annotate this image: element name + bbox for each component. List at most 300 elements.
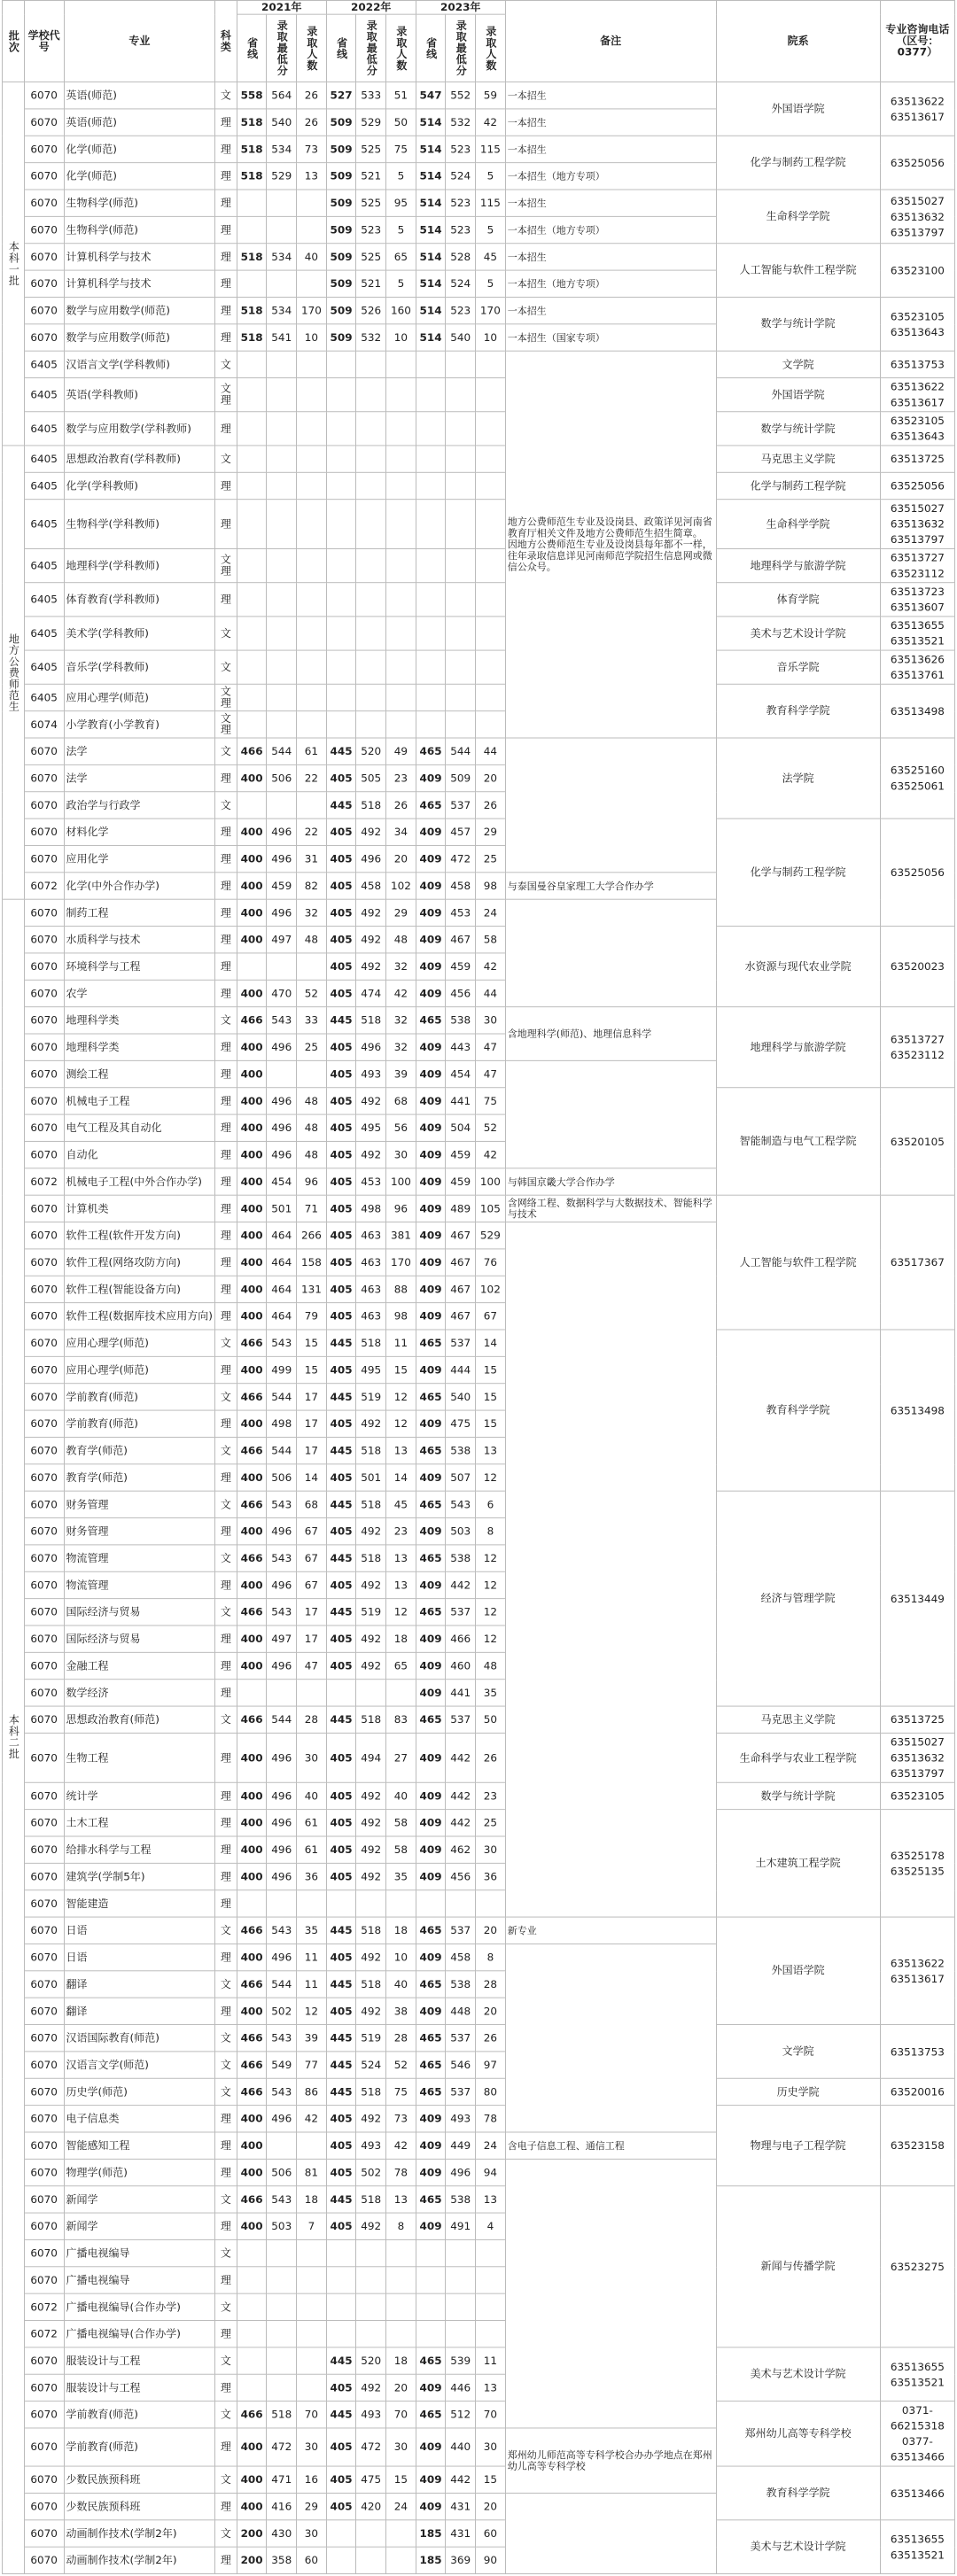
2023-min-score: 442 — [446, 2466, 476, 2493]
2023-min-score: 523 — [446, 190, 476, 216]
table-row — [3, 2520, 955, 2547]
2022-count: 75 — [386, 2078, 416, 2105]
2021-min-score — [267, 548, 297, 582]
remark-cell: 新专业 — [505, 1917, 716, 1944]
2021-min-score — [267, 2374, 297, 2401]
2023-count: 80 — [476, 2078, 506, 2105]
2023-min-score — [446, 548, 476, 582]
2023-min-score: 467 — [446, 1276, 476, 1302]
2023-count: 11 — [476, 2347, 506, 2374]
phone-number: 63523105 — [890, 415, 945, 427]
phone-number: 63513727 — [890, 551, 945, 564]
2021-prov-line — [237, 2374, 267, 2401]
subject-type: 理 — [215, 2493, 237, 2519]
2022-min-score — [356, 2547, 386, 2573]
2023-min-score: 523 — [446, 136, 476, 162]
2022-prov-line: 405 — [326, 1356, 356, 1383]
phone-number: 63513607 — [890, 601, 945, 614]
phone-number: 63513655 — [890, 2533, 945, 2546]
2023-prov-line: 409 — [416, 1810, 446, 1836]
phone-number: 63515027 — [890, 502, 945, 515]
2022-min-score — [356, 2293, 386, 2320]
major-name: 教育学(师范) — [64, 1464, 215, 1491]
remark-cell — [505, 2159, 716, 2428]
2022-count: 49 — [386, 738, 416, 764]
2022-prov-line — [326, 617, 356, 650]
college-name: 郑州幼儿高等专科学校 — [716, 2401, 880, 2466]
2023-prov-line: 465 — [416, 1330, 446, 1356]
school-code: 6070 — [24, 2213, 64, 2239]
2021-count: 48 — [297, 927, 327, 953]
2021-min-score — [267, 711, 297, 738]
phone-cell — [880, 446, 954, 472]
subject-type: 理 — [215, 583, 237, 617]
header-major: 专业 — [64, 0, 215, 81]
2021-count: 82 — [297, 873, 327, 899]
2021-count: 31 — [297, 845, 327, 872]
major-name: 历史学(师范) — [64, 2078, 215, 2105]
2022-prov-line: 445 — [326, 1384, 356, 1410]
school-code: 6070 — [24, 324, 64, 351]
2022-min-score: 492 — [356, 1088, 386, 1114]
school-code: 6072 — [24, 1168, 64, 1195]
major-name: 物理学(师范) — [64, 2159, 215, 2185]
2021-count — [297, 2132, 327, 2159]
2023-min-score: 523 — [446, 297, 476, 323]
table-row — [3, 1917, 955, 1944]
2022-count — [386, 711, 416, 738]
2022-count: 5 — [386, 270, 416, 297]
2021-prov-line — [237, 446, 267, 472]
phone-number: 63523158 — [890, 2139, 945, 2153]
2023-prov-line: 409 — [416, 2374, 446, 2401]
major-name: 化学(师范) — [64, 136, 215, 162]
table-row — [3, 2401, 955, 2428]
remark-cell — [505, 1944, 716, 2132]
2022-count: 38 — [386, 1998, 416, 2024]
2021-count: 14 — [297, 1464, 327, 1491]
subject-type: 理 — [215, 1626, 237, 1652]
2022-count: 20 — [386, 2374, 416, 2401]
2021-prov-line — [237, 617, 267, 650]
2021-prov-line: 400 — [237, 1410, 267, 1437]
2022-prov-line: 509 — [326, 216, 356, 243]
2021-prov-line: 400 — [237, 1998, 267, 2024]
phone-number: 63523105 — [890, 1789, 945, 1803]
major-name: 日语 — [64, 1944, 215, 1970]
2021-prov-line: 466 — [237, 1491, 267, 1517]
major-name: 财务管理 — [64, 1518, 215, 1545]
phone-cell — [880, 927, 954, 1007]
2021-min-score: 534 — [267, 136, 297, 162]
2022-prov-line: 445 — [326, 2347, 356, 2374]
2023-min-score: 459 — [446, 953, 476, 980]
subject-type: 理 — [215, 216, 237, 243]
2022-min-score: 521 — [356, 270, 386, 297]
2021-prov-line: 518 — [237, 244, 267, 270]
school-code: 6405 — [24, 617, 64, 650]
2021-count — [297, 2239, 327, 2266]
subject-type: 文 — [215, 1384, 237, 1410]
2022-min-score — [356, 2267, 386, 2293]
remark-cell: 一本招生 — [505, 109, 716, 136]
2023-min-score: 503 — [446, 1518, 476, 1545]
2022-min-score: 492 — [356, 1571, 386, 1598]
2023-min-score: 538 — [446, 1545, 476, 1571]
2021-count: 61 — [297, 738, 327, 764]
2023-min-score: 537 — [446, 2078, 476, 2105]
2023-prov-line: 409 — [416, 1034, 446, 1060]
major-name: 生物工程 — [64, 1733, 215, 1782]
2021-count — [297, 583, 327, 617]
2023-prov-line: 514 — [416, 216, 446, 243]
major-name: 数学与应用数学(师范) — [64, 297, 215, 323]
phone-cell — [880, 738, 954, 819]
school-code: 6070 — [24, 1464, 64, 1491]
2023-prov-line: 514 — [416, 270, 446, 297]
phone-number: 63513622 — [890, 1957, 945, 1969]
school-code: 6072 — [24, 2293, 64, 2320]
2021-count: 67 — [297, 1518, 327, 1545]
phone-cell — [880, 1917, 954, 2024]
2022-count: 24 — [386, 2493, 416, 2519]
2021-prov-line: 400 — [237, 1195, 267, 1222]
2022-prov-line: 445 — [326, 1545, 356, 1571]
table-row — [3, 1007, 955, 1034]
subject-type: 理 — [215, 1680, 237, 1706]
phone-number: 63513449 — [890, 1592, 945, 1605]
major-name: 数学与应用数学(学科教师) — [64, 412, 215, 446]
2023-prov-line: 409 — [416, 1168, 446, 1195]
major-name: 智能感知工程 — [64, 2132, 215, 2159]
2023-count — [476, 684, 506, 710]
2021-min-score: 544 — [267, 1437, 297, 1463]
2023-min-score: 459 — [446, 1141, 476, 1168]
subject-type: 文 — [215, 738, 237, 764]
2022-min-score: 492 — [356, 927, 386, 953]
2023-prov-line: 409 — [416, 1195, 446, 1222]
2022-prov-line — [326, 684, 356, 710]
2023-prov-line: 409 — [416, 2466, 446, 2493]
phone-cell — [880, 650, 954, 684]
2021-count: 22 — [297, 819, 327, 845]
2023-count: 170 — [476, 297, 506, 323]
2021-min-score — [267, 2321, 297, 2347]
2022-prov-line: 445 — [326, 2186, 356, 2213]
2021-count: 17 — [297, 1599, 327, 1626]
major-name: 生物科学(师范) — [64, 216, 215, 243]
2022-prov-line: 445 — [326, 2025, 356, 2052]
subject-type: 文 — [215, 1330, 237, 1356]
2021-prov-line: 400 — [237, 1518, 267, 1545]
2023-count: 45 — [476, 244, 506, 270]
2022-count — [386, 472, 416, 499]
subject-type: 理 — [215, 1222, 237, 1249]
college-name: 马克思主义学院 — [716, 1706, 880, 1733]
subject-type: 理 — [215, 270, 237, 297]
header-provline: 省线 — [416, 14, 446, 81]
major-name: 应用心理学(师范) — [64, 1330, 215, 1356]
2023-count: 30 — [476, 1007, 506, 1034]
subject-type: 文 — [215, 2401, 237, 2428]
2023-prov-line — [416, 617, 446, 650]
2021-prov-line — [237, 2267, 267, 2293]
2023-count: 4 — [476, 2213, 506, 2239]
major-name: 测绘工程 — [64, 1060, 215, 1087]
2021-prov-line: 400 — [237, 1652, 267, 1679]
subject-type: 理 — [215, 2267, 237, 2293]
2022-min-score: 518 — [356, 2078, 386, 2105]
table-row — [3, 2466, 955, 2493]
2022-count: 68 — [386, 1088, 416, 1114]
subject-type: 理 — [215, 244, 237, 270]
2021-prov-line — [237, 548, 267, 582]
major-name: 软件工程(网络攻防方向) — [64, 1249, 215, 1276]
2022-min-score: 520 — [356, 2347, 386, 2374]
2023-prov-line: 409 — [416, 1863, 446, 1889]
phone-number: 63525178 — [890, 1849, 945, 1862]
2021-count: 33 — [297, 1007, 327, 1034]
2022-count — [386, 2267, 416, 2293]
major-name: 广播电视编导(合作办学) — [64, 2293, 215, 2320]
2023-min-score: 467 — [446, 1249, 476, 1276]
2023-count: 15 — [476, 1410, 506, 1437]
2022-min-score: 502 — [356, 2159, 386, 2185]
2023-prov-line: 409 — [416, 845, 446, 872]
2021-prov-line: 400 — [237, 1088, 267, 1114]
2021-count: 30 — [297, 2428, 327, 2466]
subject-type: 文理 — [215, 548, 237, 582]
school-code: 6070 — [24, 216, 64, 243]
2023-count: 5 — [476, 163, 506, 190]
college-name: 化学与制药工程学院 — [716, 472, 880, 499]
2022-prov-line: 445 — [326, 792, 356, 819]
2023-min-score: 466 — [446, 1626, 476, 1652]
2022-count — [386, 378, 416, 412]
subject-type: 文 — [215, 650, 237, 684]
subject-type: 理 — [215, 1088, 237, 1114]
major-name: 学前教育(师范) — [64, 2428, 215, 2466]
subject-type: 理 — [215, 927, 237, 953]
major-name: 地理科学(学科教师) — [64, 548, 215, 582]
2023-count: 20 — [476, 764, 506, 791]
2022-count — [386, 548, 416, 582]
2021-min-score: 502 — [267, 1998, 297, 2024]
2021-min-score — [267, 216, 297, 243]
table-row — [3, 617, 955, 650]
2023-min-score — [446, 617, 476, 650]
major-name: 物流管理 — [64, 1545, 215, 1571]
school-code: 6070 — [24, 297, 64, 323]
school-code: 6070 — [24, 1114, 64, 1141]
2022-count: 48 — [386, 927, 416, 953]
remark-cell: 一本招生（国家专项） — [505, 324, 716, 351]
school-code: 6070 — [24, 244, 64, 270]
2021-count: 81 — [297, 2159, 327, 2185]
2023-min-score: 431 — [446, 2520, 476, 2547]
2021-prov-line: 466 — [237, 1917, 267, 1944]
phone-cell — [880, 548, 954, 582]
2022-min-score: 525 — [356, 190, 386, 216]
2023-prov-line: 185 — [416, 2520, 446, 2547]
remark-cell: 一本招生（地方专项） — [505, 163, 716, 190]
2022-prov-line: 405 — [326, 1836, 356, 1863]
2023-prov-line: 465 — [416, 1437, 446, 1463]
2021-prov-line — [237, 684, 267, 710]
major-name: 翻译 — [64, 1998, 215, 2024]
2022-min-score: 492 — [356, 1518, 386, 1545]
major-name: 土木工程 — [64, 1810, 215, 1836]
2021-prov-line — [237, 378, 267, 412]
2022-min-score: 498 — [356, 1195, 386, 1222]
2023-prov-line: 409 — [416, 1944, 446, 1970]
2023-min-score: 538 — [446, 2186, 476, 2213]
phone-cell — [880, 190, 954, 244]
2021-min-score: 496 — [267, 2106, 297, 2132]
2023-min-score: 540 — [446, 324, 476, 351]
2021-count: 170 — [297, 297, 327, 323]
2023-prov-line: 409 — [416, 1356, 446, 1383]
subject-type: 理 — [215, 1034, 237, 1060]
phone-cell — [880, 583, 954, 617]
2021-prov-line: 400 — [237, 1626, 267, 1652]
2021-prov-line: 466 — [237, 1971, 267, 1998]
batch-label: 地方公费师范生 — [3, 446, 25, 899]
2023-prov-line: 465 — [416, 1599, 446, 1626]
2023-min-score — [446, 412, 476, 446]
college-name: 法学院 — [716, 738, 880, 819]
2021-min-score — [267, 472, 297, 499]
phone-number: 63513643 — [890, 430, 945, 443]
2021-min-score: 471 — [267, 2466, 297, 2493]
phone-cell — [880, 1195, 954, 1330]
2021-prov-line: 466 — [237, 1437, 267, 1463]
major-name: 服装设计与工程 — [64, 2374, 215, 2401]
2023-min-score: 440 — [446, 2428, 476, 2466]
header-year-2023: 2023年 — [416, 0, 505, 14]
subject-type: 文 — [215, 1971, 237, 1998]
2023-min-score: 507 — [446, 1464, 476, 1491]
2022-count: 15 — [386, 1356, 416, 1383]
2023-prov-line: 409 — [416, 2159, 446, 2185]
2023-prov-line — [416, 2293, 446, 2320]
school-code: 6070 — [24, 163, 64, 190]
2021-prov-line: 400 — [237, 1060, 267, 1087]
2021-min-score: 464 — [267, 1303, 297, 1330]
major-name: 法学 — [64, 764, 215, 791]
school-code: 6070 — [24, 1545, 64, 1571]
2022-min-score — [356, 378, 386, 412]
2021-count: 48 — [297, 1114, 327, 1141]
2022-min-score — [356, 351, 386, 377]
2022-count: 40 — [386, 1782, 416, 1809]
2023-min-score: 538 — [446, 1971, 476, 1998]
2023-count: 58 — [476, 927, 506, 953]
subject-type: 理 — [215, 1733, 237, 1782]
2021-count: 40 — [297, 244, 327, 270]
2023-prov-line: 409 — [416, 873, 446, 899]
school-code: 6070 — [24, 1356, 64, 1383]
2021-count: 11 — [297, 1944, 327, 1970]
2023-prov-line: 514 — [416, 109, 446, 136]
2023-min-score — [446, 500, 476, 549]
2022-count: 95 — [386, 190, 416, 216]
2023-prov-line: 547 — [416, 82, 446, 109]
2023-min-score: 467 — [446, 1222, 476, 1249]
school-code: 6070 — [24, 1410, 64, 1437]
2021-count: 86 — [297, 2078, 327, 2105]
2022-count: 12 — [386, 1384, 416, 1410]
2021-min-score: 544 — [267, 1971, 297, 1998]
2021-min-score — [267, 2293, 297, 2320]
2021-min-score: 506 — [267, 2159, 297, 2185]
2021-count: 70 — [297, 2401, 327, 2428]
2023-min-score: 467 — [446, 1303, 476, 1330]
major-name: 英语(师范) — [64, 82, 215, 109]
2023-prov-line: 409 — [416, 1680, 446, 1706]
header-count: 录取人数 — [297, 14, 327, 81]
remark-cell: 一本招生 — [505, 136, 716, 162]
phone-cell — [880, 2347, 954, 2401]
2021-prov-line: 400 — [237, 899, 267, 926]
school-code: 6070 — [24, 2025, 64, 2052]
2022-count: 28 — [386, 2025, 416, 2052]
2021-prov-line: 466 — [237, 1599, 267, 1626]
2023-prov-line — [416, 650, 446, 684]
school-code: 6070 — [24, 2520, 64, 2547]
2022-prov-line — [326, 1890, 356, 1917]
2023-count: 52 — [476, 1114, 506, 1141]
2023-prov-line — [416, 2267, 446, 2293]
header-subject: 科类 — [215, 0, 237, 81]
2021-count: 29 — [297, 2493, 327, 2519]
major-name: 体育教育(学科教师) — [64, 583, 215, 617]
major-name: 广播电视编导 — [64, 2239, 215, 2266]
subject-type: 理 — [215, 2547, 237, 2573]
2023-min-score: 441 — [446, 1680, 476, 1706]
2021-count: 48 — [297, 1141, 327, 1168]
2022-min-score: 463 — [356, 1303, 386, 1330]
2021-count: 10 — [297, 324, 327, 351]
phone-number: 63513521 — [890, 2376, 945, 2388]
phone-number: 63520105 — [890, 1135, 945, 1148]
college-name: 教育科学学院 — [716, 2466, 880, 2520]
2021-min-score: 496 — [267, 1088, 297, 1114]
major-name: 软件工程(数据库技术应用方向) — [64, 1303, 215, 1330]
major-name: 教育学(师范) — [64, 1437, 215, 1463]
subject-type: 理 — [215, 2159, 237, 2185]
2023-prov-line: 409 — [416, 1733, 446, 1782]
2021-count: 131 — [297, 1276, 327, 1302]
major-name: 学前教育(师范) — [64, 1384, 215, 1410]
major-name: 学前教育(师范) — [64, 2401, 215, 2428]
2023-min-score: 467 — [446, 927, 476, 953]
phone-number: 63513626 — [890, 653, 945, 666]
school-code: 6070 — [24, 738, 64, 764]
phone-cell — [880, 684, 954, 738]
2022-count — [386, 617, 416, 650]
2022-prov-line: 445 — [326, 2401, 356, 2428]
2023-prov-line: 409 — [416, 1303, 446, 1330]
major-name: 应用心理学(师范) — [64, 1356, 215, 1383]
subject-type: 文 — [215, 792, 237, 819]
2021-count: 40 — [297, 1782, 327, 1809]
remark-cell — [505, 738, 716, 873]
subject-type: 理 — [215, 1060, 237, 1087]
2022-count: 50 — [386, 109, 416, 136]
2021-min-score: 506 — [267, 1464, 297, 1491]
phone-number: 63523275 — [890, 2260, 945, 2273]
